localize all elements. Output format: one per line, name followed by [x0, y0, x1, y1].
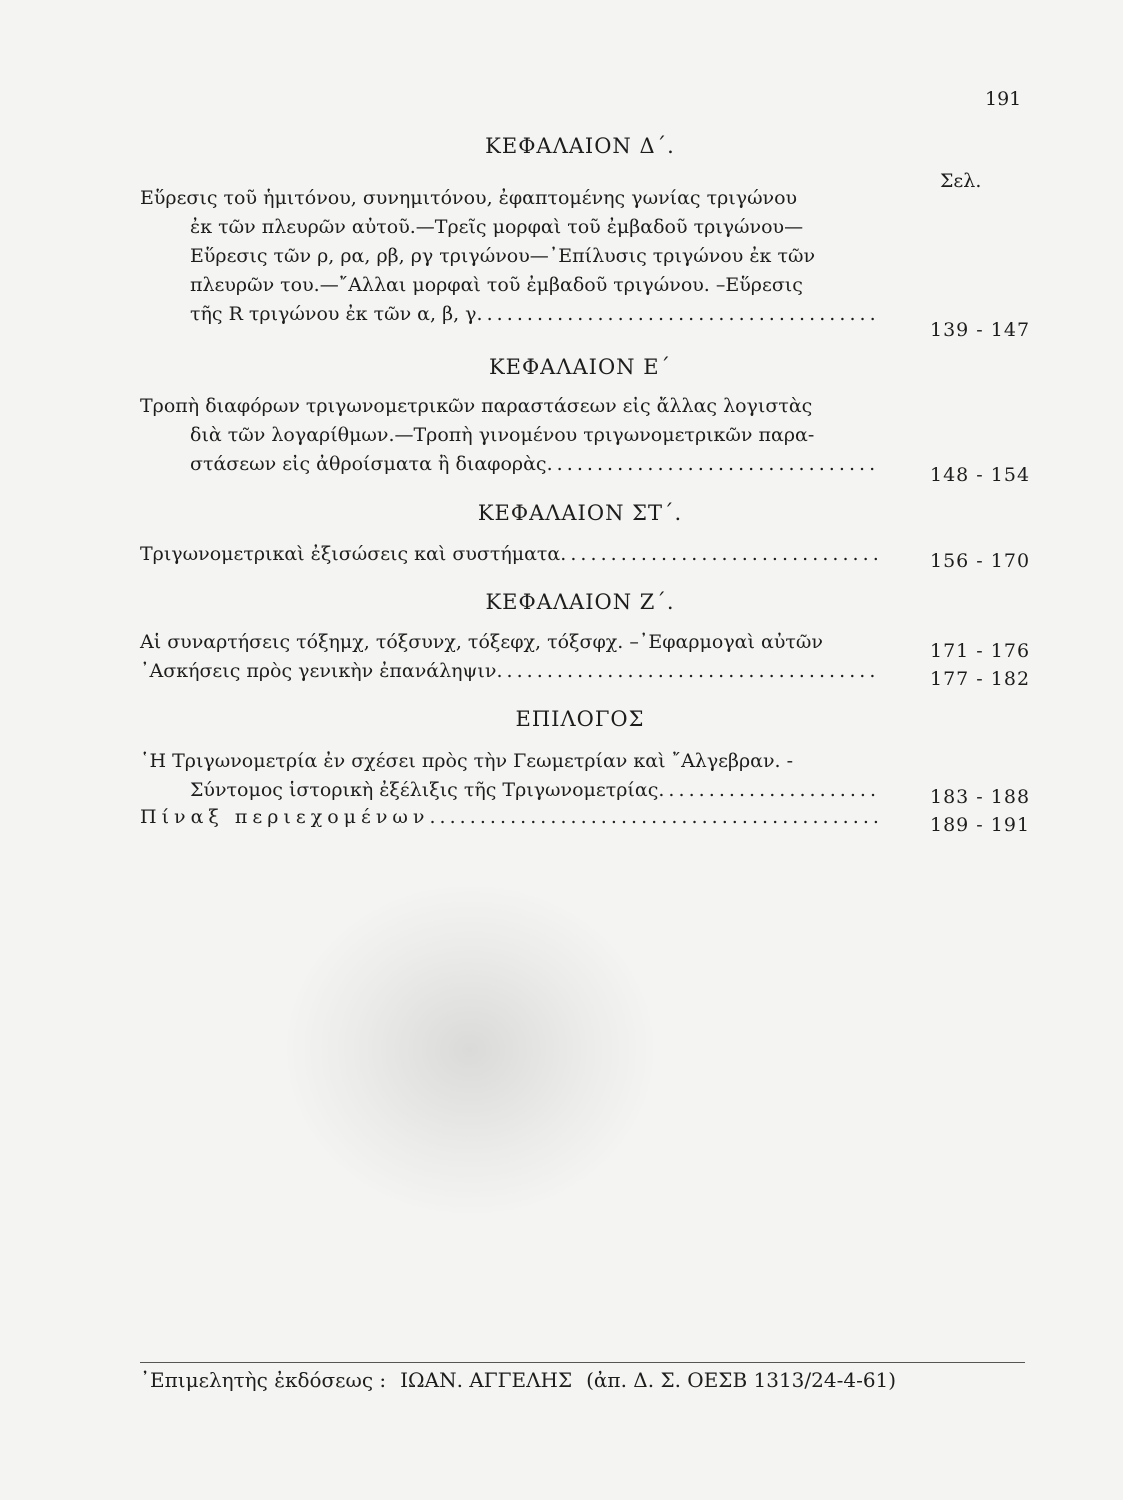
epilogue-heading: ΕΠΙΛΟΓΟΣ [515, 707, 645, 731]
toc-line: Εὕρεσις τοῦ ἡμιτόνου, συνημιτόνου, ἐφαπτομένης γωνίας τριγώνου [140, 187, 798, 209]
pages-column-label: Σελ. [940, 170, 982, 192]
toc-line: Εὕρεσις τῶν ρ, ρα, ρβ, ργ τριγώνου—᾿Επίλυσις τριγώνου ἐκ τῶν [190, 245, 815, 267]
smudge-mark [280, 880, 660, 1220]
approval-note: (ἀπ. Δ. Σ. ΟΕΣΒ 1313/24-4-61) [586, 1368, 897, 1392]
chapter-e-heading: ΚΕΦΑΛΑΙΟΝ Ε΄ [488, 355, 672, 379]
toc-line: τῆς R τριγώνου ἐκ τῶν α, β, γ . . . [190, 303, 880, 325]
page-range: 156 - 170 [930, 550, 1031, 572]
editor-name: ΙΩΑΝ. ΑΓΓΕΛΗΣ [400, 1368, 573, 1392]
toc-line: Τριγωνομετρικαὶ ἐξισώσεις καὶ συστήματα . . . [140, 543, 880, 565]
page-range: 148 - 154 [930, 464, 1031, 486]
index-entry-label: Πίναξ περιεχομένων [140, 806, 430, 828]
toc-line: ᾿Ασκήσεις πρὸς γενικὴν ἐπανάληψιν . . . [140, 660, 880, 682]
page-number: 191 [985, 88, 1022, 110]
page-range: 139 - 147 [930, 319, 1031, 341]
page-range: 177 - 182 [930, 668, 1031, 690]
chapter-d-heading: ΚΕΦΑΛΑΙΟΝ Δ΄. [485, 134, 675, 158]
toc-line: Αἱ συναρτήσεις τόξημχ, τόξσυνχ, τόξεφχ, τόξσφχ. –᾿Εφαρμογαὶ αὐτῶν [140, 631, 823, 653]
page-range: 189 - 191 [930, 814, 1031, 836]
chapter-z-heading: ΚΕΦΑΛΑΙΟΝ Ζ΄. [485, 590, 675, 614]
toc-line: διὰ τῶν λογαρίθμων.—Τροπὴ γινομένου τριγωνομετρικῶν παρα- [190, 424, 815, 446]
page-range: 183 - 188 [930, 786, 1031, 808]
toc-line: πλευρῶν του.—῎Αλλαι μορφαὶ τοῦ ἐμβαδοῦ τριγώνου. –Εὕρεσις [190, 274, 803, 296]
toc-line [140, 806, 880, 828]
footer-rule [140, 1362, 1025, 1363]
toc-line: Τροπὴ διαφόρων τριγωνομετρικῶν παραστάσεων εἰς ἄλλας λογιστὰς [140, 395, 813, 417]
chapter-st-heading: ΚΕΦΑΛΑΙΟΝ ΣΤ΄. [477, 501, 683, 525]
footer-imprint [140, 1368, 896, 1392]
page-range: 171 - 176 [930, 640, 1031, 662]
toc-line: στάσεων εἰς ἀθροίσματα ἢ διαφορὰς . . . [190, 453, 880, 475]
toc-line: ἐκ τῶν πλευρῶν αὐτοῦ.—Τρεῖς μορφαὶ τοῦ ἐμβαδοῦ τριγώνου— [190, 216, 804, 238]
toc-line: Σύντομος ἱστορικὴ ἐξέλιξις τῆς Τριγωνομετρίας . . . [190, 779, 880, 801]
editor-label: ᾿Επιμελητὴς ἐκδόσεως : [140, 1368, 387, 1392]
toc-line: ῾Η Τριγωνομετρία ἐν σχέσει πρὸς τὴν Γεωμετρίαν καὶ ῎Αλγεβραν. - [140, 750, 794, 772]
